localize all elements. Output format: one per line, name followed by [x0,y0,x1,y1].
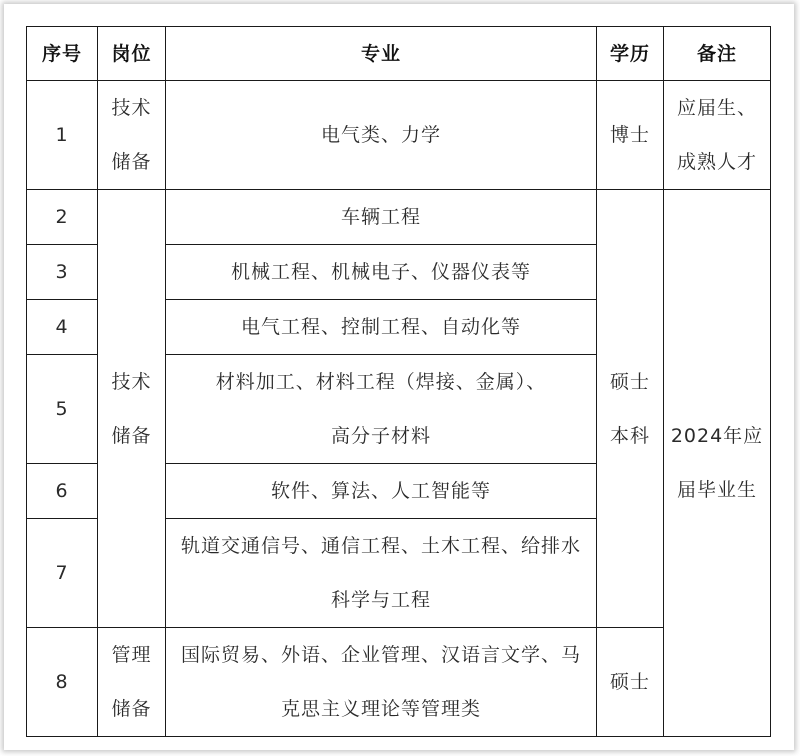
row-major: 车辆工程 [166,190,597,245]
major-line: 材料加工、材料工程（焊接、金属）、 [215,371,547,393]
position-line: 储备 [111,698,152,720]
row-no: 5 [27,355,98,464]
major-line: 克思主义理论等管理类 [280,698,481,720]
row-major: 机械工程、机械电子、仪器仪表等 [166,245,597,300]
degree-line: 硕士 [609,370,650,393]
table-row [27,81,771,190]
row-no: 2 [27,190,98,245]
row-no: 8 [27,628,98,737]
position-line: 储备 [111,424,152,447]
row-position [98,628,166,737]
major-line: 科学与工程 [330,589,431,611]
note-line: 成熟人才 [676,151,757,173]
degree-line: 本科 [609,424,650,447]
header-note: 备注 [664,27,771,81]
row-note [664,190,771,737]
header-degree: 学历 [597,27,664,81]
row-no: 3 [27,245,98,300]
major-line: 高分子材料 [330,425,431,447]
row-major: 电气类、力学 [166,81,597,190]
note-line: 2024年应 [670,425,764,447]
row-degree: 硕士 [597,628,664,737]
position-line: 管理 [111,644,152,666]
major-line: 轨道交通信号、通信工程、土木工程、给排水 [180,535,581,557]
row-no: 4 [27,300,98,355]
row-position [98,81,166,190]
note-line: 届毕业生 [676,479,757,501]
row-major: 电气工程、控制工程、自动化等 [166,300,597,355]
row-major [166,628,597,737]
row-no: 7 [27,519,98,628]
recruitment-table [26,26,771,737]
row-position [98,190,166,628]
table-header-row [27,27,771,81]
major-line: 国际贸易、外语、企业管理、汉语言文学、马 [180,644,581,666]
row-degree [597,190,664,628]
row-no: 6 [27,464,98,519]
row-note [664,81,771,190]
header-no: 序号 [27,27,98,81]
row-major [166,519,597,628]
note-line: 应届生、 [676,97,757,119]
row-no: 1 [27,81,98,190]
table-row [27,628,771,737]
position-line: 储备 [111,151,152,173]
position-line: 技术 [111,370,152,393]
row-degree: 博士 [597,81,664,190]
header-major: 专业 [166,27,597,81]
position-line: 技术 [111,97,152,119]
row-major: 软件、算法、人工智能等 [166,464,597,519]
row-major [166,355,597,464]
header-position: 岗位 [98,27,166,81]
table-row [27,190,771,245]
